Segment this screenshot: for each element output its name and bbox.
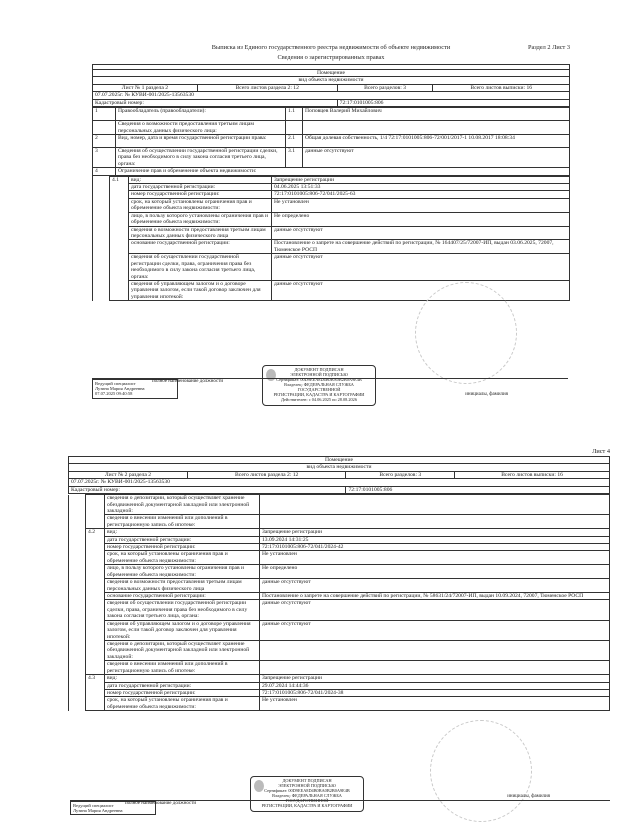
sheet-label: Лист 4 (592, 448, 610, 455)
restriction-row (93, 198, 570, 212)
position-caption: полное наименование должности (152, 379, 224, 384)
restriction-row (69, 620, 610, 640)
stamp-line: РЕГИСТРАЦИИ, КАДАСТРА И КАРТОГРАФИИ (261, 802, 353, 808)
row-value: Поповцев Валерий Михайлович (303, 108, 570, 121)
sheets-total: Всего листов выписки: 16 (433, 84, 570, 91)
stamp-line: Действителен: с 04.06.2025 по 28.08.2026 (281, 396, 357, 402)
restriction-value: Не установлен (260, 697, 610, 711)
restriction-label: сведения об управляющем залогом и о договоре управления залогом, если такой договор заключен для управления ипотекой: (105, 620, 260, 640)
date-number: 07.07.2025г. № КУВИ-001/2025-13563530 (93, 92, 570, 99)
row-value (303, 121, 570, 135)
table-row (93, 121, 570, 135)
restriction-value: 04.06.2025 13:51:33 (272, 184, 570, 191)
restriction-label: сведения о возможности предоставления третьим лицам персональных данных физического лица (105, 579, 260, 593)
stamp-line: Сертификат: 00D9EEA8D4B0BA0B2B0A9E4B (276, 376, 362, 382)
restriction-value (260, 515, 610, 529)
restriction-label: вид: (105, 529, 260, 536)
stamp-line: РЕГИСТРАЦИИ, КАДАСТРА И КАРТОГРАФИИ (273, 391, 365, 397)
object-type-caption: вид объекта недвижимости (93, 77, 570, 84)
restriction-value: 72:17:0101005:806-72/041/2024-42 (260, 544, 610, 551)
restriction-label: сведения об осуществлении государственной регистрации сделки, права, ограничения права без необходимого в силу закона согласия третьего лица, органа: (105, 600, 260, 620)
initials-caption: инициалы, фамилия (465, 392, 508, 397)
restriction-row (93, 240, 570, 254)
extract-page-1 (92, 44, 570, 301)
row-number: 3 (93, 147, 116, 167)
row-number: 2 (93, 134, 116, 147)
restriction-label: номер государственной регистрации: (105, 544, 260, 551)
restriction-row (69, 697, 610, 711)
restriction-row (69, 544, 610, 551)
restriction-value: данные отсутствуют (260, 600, 610, 620)
row-number-spacer (69, 675, 86, 711)
signer-line: Лузина Мария Андреевна (95, 386, 145, 392)
restriction-value: данные отсутствуют (260, 579, 610, 593)
table-row (93, 108, 570, 121)
restriction-row (69, 579, 610, 593)
restriction-label: дата государственной регистрации: (129, 184, 272, 191)
signer-line: 07.07.2025 09:40:58 (95, 391, 133, 397)
table-row (93, 147, 570, 167)
emblem-icon (254, 780, 264, 792)
row-subnumber: 2.1 (286, 134, 303, 147)
row-number-spacer (93, 176, 110, 301)
sheets-total: Всего листов выписки: 16 (455, 471, 610, 478)
restriction-label: лицо, в пользу которого установлены ограничения прав и обременение объекта недвижимости: (129, 212, 272, 226)
header-table (68, 456, 610, 494)
restriction-value (260, 661, 610, 675)
sheet-number: Лист № 1 раздела 2 (93, 84, 198, 91)
restriction-label: сведения о возможности предоставления третьим лицам персональных данных физического лица (129, 226, 272, 240)
restriction-number: 4.3 (86, 675, 105, 711)
restriction-row (69, 661, 610, 675)
date-number: 07.07.2025г. № КУВИ-001/2025-13563530 (69, 479, 610, 486)
restriction-label: лицо, в пользу которого установлены ограничения прав и обременение объекта недвижимости: (105, 565, 260, 579)
restriction-row (69, 565, 610, 579)
stamp-line: ЭЛЕКТРОННОЙ ПОДПИСЬЮ (278, 782, 336, 788)
object-type-caption: вид объекта недвижимости (69, 464, 610, 471)
table-row (93, 168, 570, 175)
row-label: Сведения о возможности предоставления третьим лицам персональных данных физического лица: (116, 121, 286, 135)
restriction-row (93, 226, 570, 240)
restriction-value: 72:17:0101005:806-72/041/2024-38 (260, 689, 610, 696)
restriction-label: срок, на который установлены ограничения прав и обременение объекта недвижимости: (105, 697, 260, 711)
restriction-label: сведения о депозитарии, который осуществляет хранение обездвиженной документарной закладной или электронной закладной: (105, 640, 260, 660)
header-table (92, 64, 570, 107)
restriction-label: сведения о внесении изменений или дополнений в регистрационную запись об ипотеке: (105, 515, 260, 529)
restriction-row (93, 280, 570, 300)
restriction-value: Не установлен (260, 551, 610, 565)
initials-caption: инициалы, фамилия (507, 794, 550, 799)
restriction-row (69, 682, 610, 689)
restrictions-table (92, 176, 570, 302)
restriction-label: срок, на который установлены ограничения прав и обременение объекта недвижимости: (105, 551, 260, 565)
cadastral-label: Кадастровый номер: (93, 99, 338, 106)
restriction-label: срок, на который установлены ограничения прав и обременение объекта недвижимости: (129, 198, 272, 212)
restriction-row (93, 176, 570, 183)
sections-total: Всего разделов: 3 (346, 471, 455, 478)
restriction-value: Постановление о запрете на совершение действий по регистрации, № 164407/25/72007-ИП, выдан 03.06.2025, 72007, Тюменское РОСП (272, 240, 570, 254)
restriction-value: 13.09.2024 14:31:25 (260, 536, 610, 543)
restriction-number: 4.2 (86, 529, 105, 675)
row-subnumber: 1.1 (286, 108, 303, 121)
restriction-value: Постановление о запрете на совершение действий по регистрации, № 58631/24/72007-ИП, выдан 10.09.2024, 72007, Тюменское РОСП (260, 593, 610, 600)
position-caption: полное наименование должности (125, 801, 197, 806)
cadastral-label: Кадастровый номер: (69, 486, 346, 493)
row-number-spacer (69, 495, 86, 529)
restriction-row (69, 675, 610, 682)
restriction-label: сведения о внесении изменений или дополнений в регистрационную запись об ипотеке: (105, 661, 260, 675)
restriction-number: 4.1 (110, 176, 129, 301)
restriction-value: Не установлен (272, 198, 570, 212)
restriction-value: 29.07.2024 14:44:36 (260, 682, 610, 689)
object-type: Помещение (69, 457, 610, 464)
restriction-row (69, 600, 610, 620)
restriction-row (69, 593, 610, 600)
restriction-row (93, 191, 570, 198)
restriction-value: Запрещение регистрации (260, 675, 610, 682)
table-row (93, 134, 570, 147)
restriction-label: основание государственной регистрации: (105, 593, 260, 600)
stamp-line: Владелец: ФЕДЕРАЛЬНАЯ СЛУЖБА ГОСУДАРСТВЕННОЙ (284, 381, 354, 392)
cadastral-value: 72:17:0101005:806 (346, 486, 610, 493)
sheets-in-section: Всего листов раздела 2: 12 (197, 84, 337, 91)
restriction-label: дата государственной регистрации: (105, 536, 260, 543)
row-number: 1 (93, 108, 116, 121)
rights-table (92, 107, 570, 176)
restriction-value: Не определено (272, 212, 570, 226)
row-number (93, 121, 116, 135)
restriction-row (69, 551, 610, 565)
signer-line: Ведущий специалист (73, 803, 114, 808)
restriction-value: Не определено (260, 565, 610, 579)
restriction-value: данные отсутствуют (260, 620, 610, 640)
row-value: данные отсутствуют (303, 147, 570, 167)
restriction-row (69, 515, 610, 529)
row-value: Общая долевая собственность, 1/4 72:17:0101005:806-72/001/2017-1 10.08.2017 18:08:34 (303, 134, 570, 147)
restriction-label: основание государственной регистрации: (129, 240, 272, 254)
restriction-row (93, 212, 570, 226)
row-subnumber (286, 121, 303, 135)
restriction-label: вид: (129, 176, 272, 183)
sections-total: Всего разделов: 3 (337, 84, 433, 91)
restriction-label: номер государственной регистрации: (129, 191, 272, 198)
restriction-value (260, 495, 610, 515)
restriction-value: данные отсутствуют (272, 254, 570, 281)
restriction-value: данные отсутствуют (272, 280, 570, 300)
restriction-row (69, 689, 610, 696)
restriction-label: номер государственной регистрации: (105, 689, 260, 696)
restriction-value: данные отсутствуют (272, 226, 570, 240)
stamp-line: ДОКУМЕНТ ПОДПИСАН (294, 367, 344, 372)
restriction-value (260, 640, 610, 660)
restriction-value: Запрещение регистрации (260, 529, 610, 536)
restriction-label: вид: (105, 675, 260, 682)
restriction-row (93, 184, 570, 191)
row-label: Ограничение прав и обременение объекта недвижимости: (116, 168, 570, 175)
restrictions-table (68, 494, 610, 711)
row-number-spacer (69, 529, 86, 675)
row-subnumber: 3.1 (286, 147, 303, 167)
sheets-in-section: Всего листов раздела 2: 12 (187, 471, 346, 478)
restriction-row (69, 495, 610, 515)
restriction-label: сведения об осуществлении государственной регистрации сделки, права, ограничения права без необходимого в силу закона согласия третьего лица, органа: (129, 254, 272, 281)
restriction-row (69, 529, 610, 536)
signer-line: Ведущий специалист (95, 381, 136, 386)
row-number: 4 (93, 168, 116, 175)
row-label: Сведения об осуществлении государственной регистрации сделки, права без необходимого в силу закона согласия третьего лица, органа: (116, 147, 286, 167)
stamp-line: ДОКУМЕНТ ПОДПИСАН (282, 778, 332, 783)
extract-page-2 (68, 448, 610, 711)
row-label: Правообладатель (правообладатели): (116, 108, 286, 121)
stamp-line: ЭЛЕКТРОННОЙ ПОДПИСЬЮ (290, 371, 348, 377)
restriction-number (86, 495, 105, 529)
cadastral-value: 72:17:0101005:806 (337, 99, 569, 106)
row-label: Вид, номер, дата и время государственной регистрации права: (116, 134, 286, 147)
signer-line: Лузина Мария Андреевна (73, 808, 123, 814)
restriction-label: сведения об управляющем залогом и о договоре управления залогом, если такой договор заключен для управления ипотекой: (129, 280, 272, 300)
restriction-row (69, 536, 610, 543)
document-title: Выписка из Единого государственного реестра недвижимости об объекте недвижимости (211, 44, 451, 51)
restriction-value: Запрещение регистрации (272, 176, 570, 183)
restriction-value: 72:17:0101005:806-72/041/2025-63 (272, 191, 570, 198)
stamp-line: Сертификат: 00D9EEA8D4B0BA0B2B0A9E4B (264, 787, 350, 793)
sheet-number: Лист № 2 раздела 2 (69, 471, 188, 478)
object-type: Помещение (93, 70, 570, 77)
restriction-row (93, 254, 570, 281)
document-subtitle: Сведения о зарегистрированных правах (277, 54, 385, 61)
restriction-row (69, 640, 610, 660)
restriction-label: сведения о депозитарии, который осуществляет хранение обездвиженной документарной закладной или электронной закладной: (105, 495, 260, 515)
restriction-label: дата государственной регистрации: (105, 682, 260, 689)
section-sheet-label: Раздел 2 Лист 3 (527, 44, 570, 51)
stamp-line: Владелец: ФЕДЕРАЛЬНАЯ СЛУЖБА ГОСУДАРСТВЕННОЙ (272, 792, 342, 803)
